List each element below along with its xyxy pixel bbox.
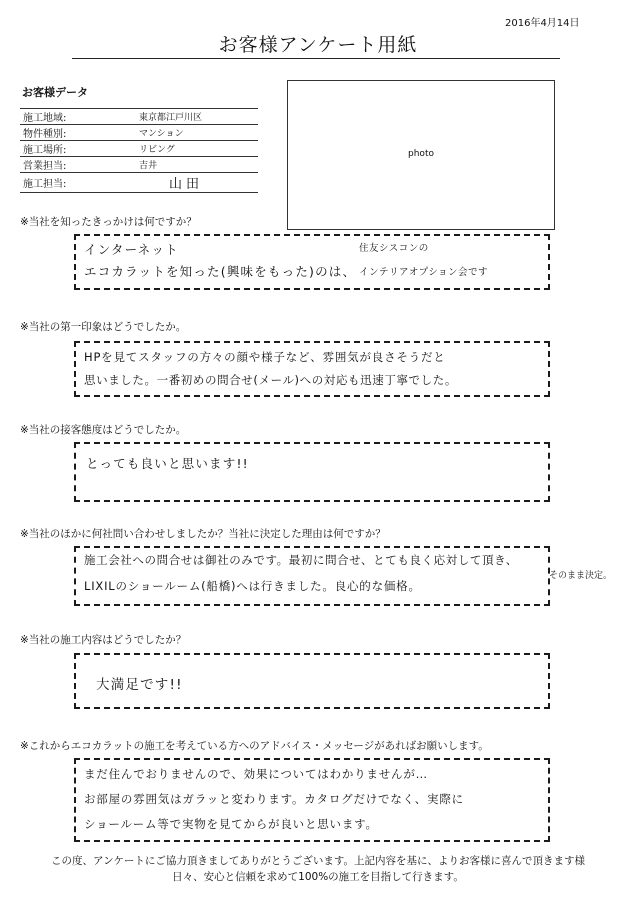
- page-title: お客様アンケート用紙: [218, 34, 418, 56]
- answer-box-4: [74, 546, 550, 606]
- question-6: ※これからエコカラットの施工を考えている方へのアドバイス・メッセージがあればお願いします。: [20, 740, 489, 752]
- answer-2-line-2: 思いました。一番初めの問合せ(メール)への対応も迅速丁寧でした。: [84, 373, 457, 387]
- info-row-sales-rep: [20, 157, 258, 173]
- question-3: ※当社の接客態度はどうでしたか。: [20, 424, 187, 436]
- info-value-handwritten: 山田: [103, 173, 258, 193]
- answer-6-line-1: まだ住んでおりませんので、効果についてはわかりませんが…: [84, 767, 428, 781]
- info-value: マンション: [103, 125, 258, 141]
- footer-line-2: 日々、安心と信頼を求めて100%の施工を目指して行きます。: [172, 871, 464, 883]
- footer-line-1: この度、アンケートにご協力頂きましてありがとうございます。上記内容を基に、よりお客様に喜んで頂きます様: [50, 855, 586, 867]
- answer-1-line-3: 住友シスコンの: [359, 243, 429, 254]
- question-5: ※当社の施工内容はどうでしたか？: [20, 634, 187, 646]
- answer-box-1: [74, 234, 550, 290]
- customer-data-table: [20, 108, 258, 193]
- answer-6-line-2: お部屋の雰囲気はガラッと変わります。カタログだけでなく、実際に: [84, 792, 464, 806]
- info-value: リビング: [103, 141, 258, 157]
- photo-placeholder: [287, 80, 555, 230]
- question-4: ※当社のほかに何社問い合わせしましたか？当社に決定した理由は何ですか？: [20, 528, 386, 540]
- answer-4-line-2: そのまま決定。: [549, 571, 613, 581]
- info-value: 東京都江戸川区: [103, 109, 258, 125]
- answer-4-line-3: LIXILのショールーム(船橋)へは行きました。良心的な価格。: [84, 579, 421, 593]
- info-label: 物件種別:: [20, 125, 103, 141]
- answer-4-line-1: 施工会社への問合せは御社のみです。最初に問合せ、とても良く応対して頂き、: [84, 553, 518, 567]
- photo-label: photo: [408, 149, 434, 159]
- info-label: 施工地域:: [20, 109, 103, 125]
- info-row-installer: [20, 173, 258, 193]
- answer-5-line-1: 大満足です!!: [96, 677, 183, 693]
- customer-data-heading: お客様データ: [22, 86, 88, 99]
- info-row-property-type: [20, 125, 258, 141]
- answer-box-6: [74, 758, 550, 842]
- answer-box-5: [74, 653, 550, 709]
- answer-1-line-2: エコカラットを知った(興味をもった)のは、: [84, 264, 357, 279]
- answer-box-3: [74, 442, 550, 502]
- answer-1-line-1: インターネット: [84, 242, 179, 257]
- answer-3-line-1: とっても良いと思います!!: [86, 456, 249, 471]
- info-row-area: [20, 109, 258, 125]
- info-label: 施工担当:: [20, 173, 103, 193]
- question-1: ※当社を知ったきっかけは何ですか？: [20, 216, 197, 228]
- answer-box-2: [74, 341, 550, 397]
- title-underline: [72, 58, 560, 59]
- info-label: 施工場所:: [20, 141, 103, 157]
- info-row-location: [20, 141, 258, 157]
- answer-2-line-1: HPを見てスタッフの方々の顔や様子など、雰囲気が良さそうだと: [84, 350, 446, 364]
- info-label: 営業担当:: [20, 157, 103, 173]
- info-value: 吉井: [103, 157, 258, 173]
- answer-1-line-4: インテリアオプション会です: [359, 267, 489, 278]
- answer-6-line-3: ショールーム等で実物を見てからが良いと思います。: [84, 817, 378, 831]
- survey-date: 2016年4月14日: [505, 18, 580, 29]
- question-2: ※当社の第一印象はどうでしたか。: [20, 321, 187, 333]
